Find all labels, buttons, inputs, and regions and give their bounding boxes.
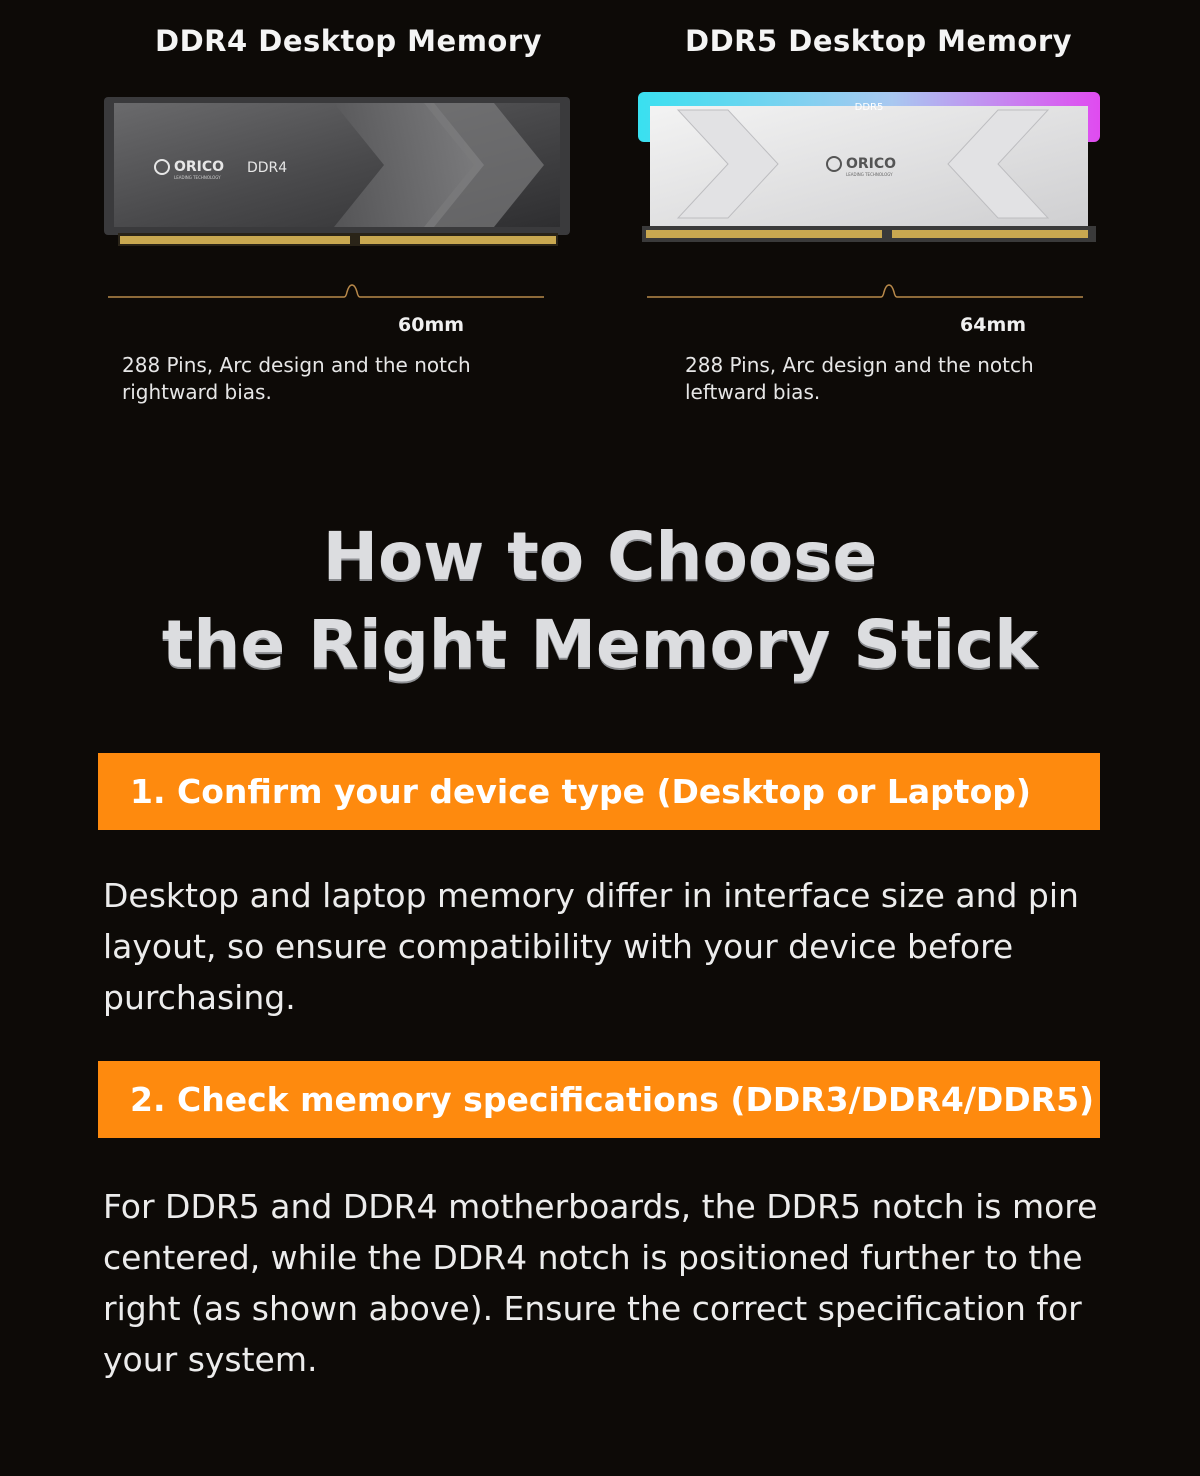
ddr5-stick-brand: ORICO <box>846 156 897 172</box>
step1-heading: 1. Confirm your device type (Desktop or Laptop) <box>130 772 1031 811</box>
ddr5-stick-label: DDR5 <box>854 102 884 113</box>
ddr4-description <box>122 352 542 406</box>
ddr4-memory-stick-image <box>104 95 570 248</box>
step2-heading: 2. Check memory specifications (DDR3/DDR4/DDR5) <box>130 1080 1095 1119</box>
ddr4-dimension: 60mm <box>398 314 465 336</box>
ddr5-stick-brand-sub: LEADING TECHNOLOGY <box>846 172 893 177</box>
headline-line1: How to Choose <box>322 518 878 595</box>
step2-heading-banner <box>98 1061 1100 1138</box>
ddr5-memory-stick-image <box>638 92 1100 245</box>
ddr5-description-line1: 288 Pins, Arc design and the notch <box>685 353 1034 377</box>
ddr4-description-line2: rightward bias. <box>122 380 272 404</box>
ddr5-section <box>600 0 1200 420</box>
ddr5-description <box>685 352 1105 406</box>
ddr4-title: DDR4 Desktop Memory <box>155 24 543 58</box>
ddr5-description-line2: leftward bias. <box>685 380 821 404</box>
headline-line2: the Right Memory Stick <box>161 606 1039 683</box>
ddr5-dimension: 64mm <box>960 314 1027 336</box>
ddr4-stick-brand-sub: LEADING TECHNOLOGY <box>174 175 221 180</box>
ddr4-stick-brand: ORICO <box>174 159 225 175</box>
step2-body: For DDR5 and DDR4 motherboards, the DDR5 notch is more centered, while the DDR4 notch is positioned further to the right (as shown above). Ensure the correct specification for your system. <box>103 1187 1098 1379</box>
ddr4-section <box>0 0 600 420</box>
ddr4-notch-diagram <box>108 278 544 302</box>
ddr5-title: DDR5 Desktop Memory <box>685 24 1073 58</box>
ddr4-stick-label: DDR4 <box>247 160 288 176</box>
step1-body: Desktop and laptop memory differ in interface size and pin layout, so ensure compatibility with your device before purchasing. <box>103 876 1079 1017</box>
step1-heading-banner <box>98 753 1100 830</box>
ddr5-notch-diagram <box>647 278 1083 302</box>
ddr4-description-line1: 288 Pins, Arc design and the notch <box>122 353 471 377</box>
